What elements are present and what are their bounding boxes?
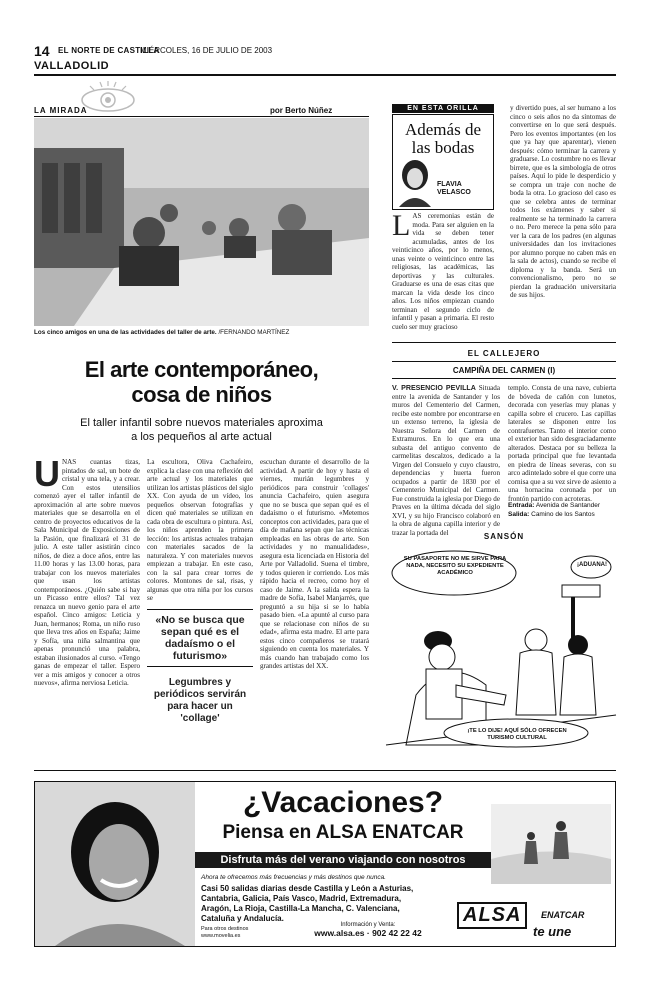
callejero-column-1 — [392, 384, 500, 537]
article-col1-text: NAS cuantas tizas, pintados de sal, un bote de cristal y una tela, y a crear. Con estos utensilios comenzó ayer el taller infantil de aproximación al arte sobre nuevos materiales que se desarrolla en el centro de proyectos educativos de la Sala Municipal de Exposiciones de la Pasión, que finalizará el 31 de julio. A este taller asistirán cinco niños, de diez a doce años, entre las 11.00 horas y las 13.00 horas, para trabajar con los nuevos materiales que usan los artistas contemporáneos. ¿Quién sabe si hay un Picasso entre ellos? Tal vez renazca un nuevo genio para el arte español. Cinco amigos: Leticia y Juan, hermanos; Roma, un niño ruso que lleva tres años en España; Jaime y Sofía, una niña salmantina que apenas pronunció una palabra, estaban ilusionados al curso. «Tengo ganas de empezar el taller. Espero ver a mis amigos y conocer a otros nuevos», afirma nerviosa Leticia. — [34, 458, 140, 687]
issue-date: MIÉRCOLES, 16 DE JULIO DE 2003 — [140, 46, 273, 55]
opinion-title-box — [392, 114, 494, 210]
ad-offer-line-3: Aragón, La Rioja, Castilla-La Mancha, C. Valenciana, — [201, 904, 400, 913]
salida-value: Camino de los Santos — [531, 511, 595, 518]
cartoon-bubble-3: ¡TE LO DIJE! AQUÍ SÓLO OFRECEN TURISMO CULTURAL — [467, 728, 567, 741]
ad-other-link[interactable]: www.movelia.es — [201, 933, 241, 939]
newspaper-name: EL NORTE DE CASTILLA — [58, 46, 160, 55]
eye-logo-icon — [76, 80, 140, 116]
header-rule — [34, 74, 616, 76]
opinion-title — [393, 121, 493, 157]
callejero-column-2 — [508, 384, 616, 503]
opinion-col1-text: AS ceremonias están de moda. Para ser alguien en la vida se deben tener acumuladas, antes de los veinticinco años, por lo menos, unas veinte o veinticinco entre las religiosas, las académicas, las deportivas y las culturales. Graduarse es una de esas citas que marcan la vida desde los cinco años. Los niños empiezan cuando terminan el segundo ciclo de infantil y pasan a primaria. El resto cuelo ser muy gracioso — [392, 212, 494, 331]
opinion-dropcap: L — [392, 209, 411, 242]
callejero-top-rule — [392, 342, 616, 343]
callejero-kicker: EL CALLEJERO — [467, 349, 541, 358]
entrada-value: Avenida de Santander — [535, 502, 601, 509]
ad-intro: Ahora te ofrecemos más frecuencias y más destinos que nunca. — [201, 874, 386, 881]
ad-info-label: Información y Venta: — [340, 922, 396, 928]
ad-tagline: te une — [533, 924, 572, 939]
opinion-title-line-1: Además de — [404, 120, 481, 139]
author-last: VELASCO — [437, 189, 471, 196]
photo-caption — [34, 329, 369, 336]
caption-text: Los cinco amigos en una de las actividades del taller de arte. — [34, 329, 217, 336]
ad-offer — [201, 884, 413, 924]
article-col2-text: La escultora, Oliva Cachafeiro, explica la clase con una reflexión del arte actual y los materiales que utilizan los artistas plásticos del siglo XX. Con ayuda de un vídeo, los pequeños observan fotografías y dicen qué materiales se utilizan en cada obra de escultura o pintura. Así, los niños aprenden la primera lección: los artistas actuales trabajan con materiales sacados de la naturaleza. Y con materiales nuevos empiezan a trabajar. En este caso, con la sal para crear torres de colores. Montones de sal, risas, y algunas que otra niña por los cursos se — [147, 458, 253, 602]
callejero-entrada — [508, 502, 600, 509]
callejero-salida — [508, 511, 595, 518]
subheadline — [34, 416, 369, 444]
article-column-3 — [260, 458, 369, 766]
headline-line-2: cosa de niños — [131, 382, 272, 407]
callejero-title: CAMPIÑA DEL CARMEN (I) — [452, 366, 556, 375]
callejero-rule — [392, 361, 616, 362]
callejero-title-rule — [392, 378, 616, 379]
opinion-title-line-2: las bodas — [411, 138, 475, 157]
ad-offer-line-1: Casi 50 salidas diarias desde Castilla y León a Asturias, — [201, 884, 414, 893]
article-column-2 — [147, 458, 253, 766]
subhead-line-1: El taller infantil sobre nuevos materiales aproxima — [80, 417, 323, 429]
ad-other-line-1: Para otros destinos — [201, 926, 249, 932]
pull-quote: «No se busca que sepan qué es el dadaísmo o el futurismo» — [147, 609, 253, 667]
alsa-logo: ALSA — [457, 902, 527, 929]
ad-woman-photo — [35, 782, 195, 946]
ad-headline: ¿Vacaciones? — [242, 786, 444, 819]
ad-info — [293, 922, 443, 938]
opinion-col2-text: y divertido pues, al ser humano a los cinco o seis años no da síntomas de convertirse en lo que será después. Pero los eventos importantes (en los que ya hay que aparentar), vienen después: cómo terminar la carrera y graduarse. Lo costumbre no es llevar birrete, que es la simbología de otros países. Aquí lo pide le desperdicio y se compra un traje con noche de boda la otra. Lo gracioso del caso es que se celebra antes de terminar todos los exámenes y saber si realmente se ha terminado la carrera o no. Pero merece la pena sólo para ver la cara de los padres (en algunas universidades dan los invitaciones por alumno porque no caben más en la sala de actos), cuando se recibe el diploma y la banda. Será un convencionalismo, pero no se pierdan la graduación universitaria de sus hijos. — [510, 104, 616, 299]
alsa-ad — [34, 781, 616, 947]
headline-line-1: El arte contemporáneo, — [84, 357, 319, 382]
photo-credit: /FERNANDO MARTÍNEZ — [218, 329, 290, 336]
callejero-col2-text: templo. Consta de una nave, cubierta de bóveda de cañón con lunetos, decorada con yeserías muy planas y capilla sobre el crucero. Las capillas laterales se disponen entre los contrafuertes. Tanto el interior como el exterior han sido desgraciadamente alterados. Destaca por su belleza la portada principal que fue levantada en piedra de líneas severas, con su arco adintelado sobre el que corre una cornisa que a su vez sirve de asiento a una hornacina coronada por un frontón partido con acroteras. — [508, 384, 616, 503]
ad-other-destinations — [201, 926, 248, 940]
pull-quote-2: Legumbres y periódicos servirán para hacer un 'collage' — [153, 676, 247, 724]
article-column-1 — [34, 453, 140, 766]
subhead-line-2: a los pequeños al arte actual — [131, 431, 272, 443]
ad-band: Disfruta más del verano viajando con nosotros — [195, 852, 491, 868]
opinion-kicker: EN ESTA ORILLA — [392, 104, 494, 113]
author-first: FLAVIA — [437, 181, 462, 188]
cartoon-title: SANSÓN — [483, 532, 525, 541]
cartoon-bubble-2: ¡ADUANA! — [577, 562, 607, 568]
ad-top-rule — [34, 770, 616, 771]
ad-subhead: Piensa en ALSA ENATCAR — [222, 822, 464, 843]
enatcar-logo: ENATCAR — [541, 910, 585, 920]
author-avatar — [397, 159, 433, 207]
column-kicker: LA MIRADA — [34, 106, 88, 115]
entrada-label: Entrada: — [508, 502, 535, 509]
article-dropcap: U — [34, 453, 60, 494]
salida-label: Salida: — [508, 511, 530, 518]
callejero-byline: V. PRESENCIO PEVILLA — [392, 384, 476, 392]
cartoon-bubble-1: SU PASAPORTE NO ME SIRVE PARA NADA, NECESITO SU EXPEDIENTE ACADÉMICO — [403, 556, 507, 576]
section-name: VALLADOLID — [34, 60, 110, 72]
ad-info-value[interactable]: www.alsa.es · 902 42 22 42 — [314, 928, 422, 938]
byline: por Berto Núñez — [270, 106, 333, 115]
opinion-column-2 — [510, 104, 616, 336]
opinion-column-1 — [392, 209, 494, 336]
ad-beach-photo — [491, 804, 611, 884]
kicker-rule — [34, 116, 369, 117]
article-col3-text: escuchan durante el desarrollo de la actividad. A partir de hoy y hasta el viernes, murián legumbres y periódicos para construir 'collages' anuncia Cachafeiro, quien asegura que no se busca que sepan qué es el dadaísmo o el futurismo. «Metemos conceptos con actividades, para que el día de mañana sepan que las técnicas empleadas en las obras de arte. Son actividades y no manualidades», asegura esta licenciada en Historia del Arte por Valladolid. Suena el timbre, y todos quieren ir corriendo. Los más rápido hacia el recreo, como hoy el caso de Jaime. A la salida espera la madre de Sofía, Isabel Manjarrés, que preguntó a su hija si se lo había pasado bien. «La apunté al curso para que se relacionase con niños de su edad», afirma esta madre. El arte para estos cinco compañeros se tratará siguiendo en cuenta los materiales. Y más cuando han trabajado como los grandes artistas del XX. — [260, 458, 369, 670]
callejero-col1-text: Situada entre la avenida de Santander y los muros del Cementerio del Carmen, recibe este nombre por encontrarse en un extenso terreno, la iglesia de Nuestra Señora del Carmen de Extramuros. En lo que era una subasta del antiguo convento de carmelitas descalzos, dedicado a la Virgen del Consuelo y cuyo claustro, dependencias y huerta fueron ocupados a partir de 1830 por el Cementerio Municipal del Carmen. Fue construida la iglesia por Diego de Praves en la última década del siglo XVI, y su hijo Francisco colaboró en la obra de alguna capilla interior y de trazar la portada del — [392, 384, 500, 537]
headline — [34, 357, 369, 407]
ad-offer-line-2: Cantabria, Galicia, País Vasco, Madrid, Extremadura, — [201, 894, 402, 903]
page-number: 14 — [34, 43, 50, 59]
article-photo — [34, 118, 369, 326]
ad-offer-line-4: Cataluña y Andalucía. — [201, 914, 284, 923]
author-name — [437, 181, 471, 197]
